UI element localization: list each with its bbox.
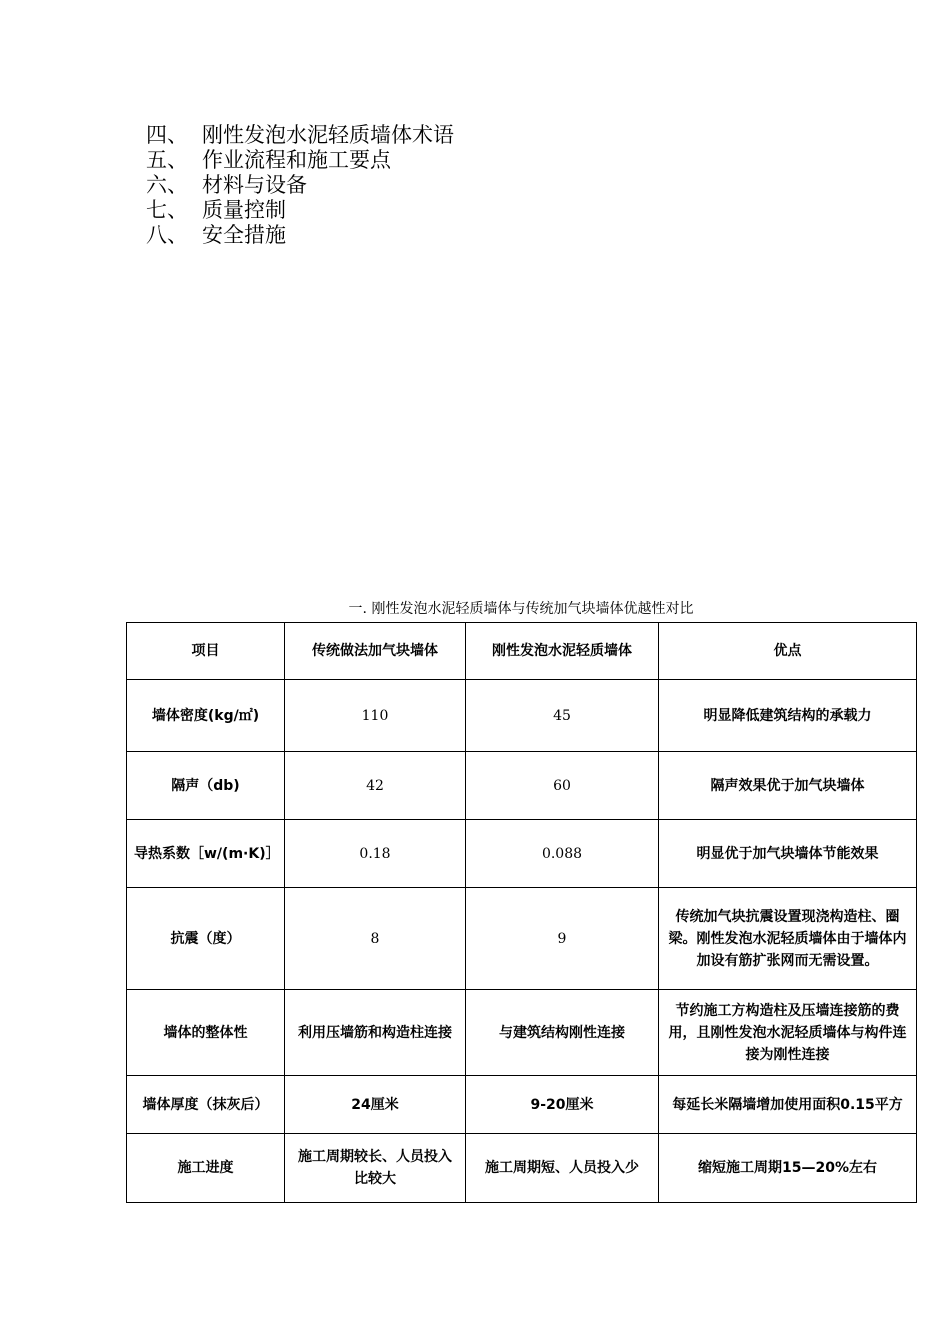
header-cell: 项目 bbox=[127, 623, 285, 680]
advantage-cell: 明显优于加气块墙体节能效果 bbox=[659, 820, 917, 888]
toc-number: 五、 bbox=[146, 148, 188, 172]
traditional-value: 利用压墙筋和构造柱连接 bbox=[285, 990, 466, 1076]
toc-number: 七、 bbox=[146, 198, 188, 222]
table-row bbox=[127, 990, 917, 1076]
row-label: 隔声（db) bbox=[127, 752, 285, 820]
table-of-contents bbox=[146, 123, 454, 248]
toc-item bbox=[146, 148, 454, 173]
table-row bbox=[127, 1076, 917, 1134]
foam-value: 60 bbox=[466, 752, 659, 820]
toc-title: 质量控制 bbox=[202, 198, 286, 222]
table-caption: 一. 刚性发泡水泥轻质墙体与传统加气块墙体优越性对比 bbox=[348, 601, 694, 617]
foam-value: 施工周期短、人员投入少 bbox=[466, 1134, 659, 1203]
advantage-cell: 隔声效果优于加气块墙体 bbox=[659, 752, 917, 820]
advantage-cell: 明显降低建筑结构的承载力 bbox=[659, 680, 917, 752]
comparison-table bbox=[126, 622, 917, 1203]
traditional-value: 8 bbox=[285, 888, 466, 990]
row-label: 施工进度 bbox=[127, 1134, 285, 1203]
table-row bbox=[127, 752, 917, 820]
foam-value: 9-20厘米 bbox=[466, 1076, 659, 1134]
row-label: 抗震（度） bbox=[127, 888, 285, 990]
advantage-cell: 缩短施工周期15—20%左右 bbox=[659, 1134, 917, 1203]
traditional-value: 0.18 bbox=[285, 820, 466, 888]
table-row bbox=[127, 1134, 917, 1203]
table-header-row bbox=[127, 623, 917, 680]
toc-item bbox=[146, 173, 454, 198]
toc-item bbox=[146, 198, 454, 223]
foam-value: 9 bbox=[466, 888, 659, 990]
table-row bbox=[127, 888, 917, 990]
toc-title: 材料与设备 bbox=[202, 173, 307, 197]
toc-item bbox=[146, 223, 454, 248]
header-cell: 刚性发泡水泥轻质墙体 bbox=[466, 623, 659, 680]
foam-value: 45 bbox=[466, 680, 659, 752]
traditional-value: 施工周期较长、人员投入比较大 bbox=[285, 1134, 466, 1203]
toc-item bbox=[146, 123, 454, 148]
toc-number: 四、 bbox=[146, 123, 188, 147]
toc-title: 安全措施 bbox=[202, 223, 286, 247]
toc-number: 八、 bbox=[146, 223, 188, 247]
header-cell: 传统做法加气块墙体 bbox=[285, 623, 466, 680]
traditional-value: 110 bbox=[285, 680, 466, 752]
table-row bbox=[127, 680, 917, 752]
traditional-value: 24厘米 bbox=[285, 1076, 466, 1134]
row-label: 墙体厚度（抹灰后） bbox=[127, 1076, 285, 1134]
foam-value: 与建筑结构刚性连接 bbox=[466, 990, 659, 1076]
row-label: 导热系数［w/(m·K)］ bbox=[127, 820, 285, 888]
advantage-cell: 每延长米隔墙增加使用面积0.15平方 bbox=[659, 1076, 917, 1134]
traditional-value: 42 bbox=[285, 752, 466, 820]
toc-title: 作业流程和施工要点 bbox=[202, 148, 391, 172]
toc-number: 六、 bbox=[146, 173, 188, 197]
table-row bbox=[127, 820, 917, 888]
row-label: 墙体的整体性 bbox=[127, 990, 285, 1076]
advantage-cell: 传统加气块抗震设置现浇构造柱、圈梁。刚性发泡水泥轻质墙体由于墙体内加设有筋扩张网而无需设置。 bbox=[659, 888, 917, 990]
toc-title: 刚性发泡水泥轻质墙体术语 bbox=[202, 123, 454, 147]
row-label: 墙体密度(kg/㎡) bbox=[127, 680, 285, 752]
header-cell: 优点 bbox=[659, 623, 917, 680]
advantage-cell: 节约施工方构造柱及压墙连接筋的费用，且刚性发泡水泥轻质墙体与构件连接为刚性连接 bbox=[659, 990, 917, 1076]
foam-value: 0.088 bbox=[466, 820, 659, 888]
